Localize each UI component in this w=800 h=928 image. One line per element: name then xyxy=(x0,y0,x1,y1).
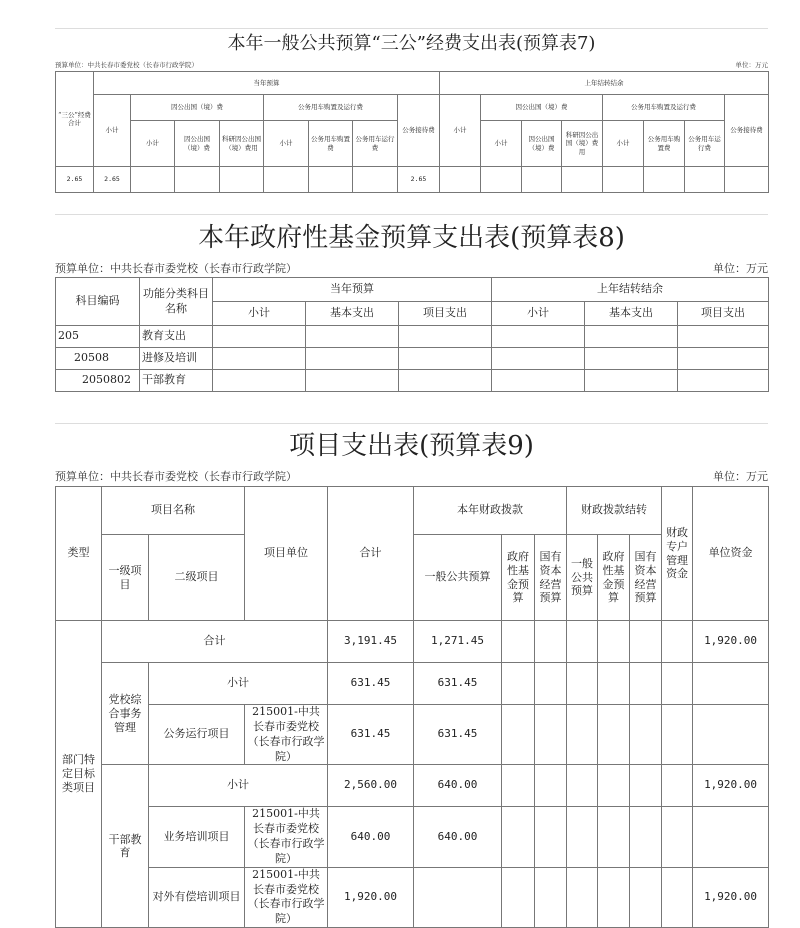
table-row xyxy=(56,807,769,867)
table9-grid xyxy=(55,486,769,928)
cell-reception: 2.65 xyxy=(398,167,440,193)
cell-grand-label: 合计 xyxy=(102,621,328,663)
header-carry-vehicle-subtotal: 小计 xyxy=(603,121,644,167)
header-level2: 二级项目 xyxy=(149,535,245,621)
header-carry-basic: 基本支出 xyxy=(585,302,678,326)
cell-name: 干部教育 xyxy=(140,370,213,392)
table7-currency-unit: 单位：万元 xyxy=(735,61,768,69)
cell-group1-item: 公务运行项目 xyxy=(149,705,245,765)
table9-currency-unit: 单位：万元 xyxy=(713,470,768,483)
cell-group2-item1-general: 640.00 xyxy=(414,807,502,867)
header-code: 科目编码 xyxy=(56,278,140,326)
table-row xyxy=(56,348,769,370)
government-fund-table xyxy=(55,214,768,392)
cell-group1-sub-total: 631.45 xyxy=(328,663,414,705)
header-special-account: 财政专户管理资金 xyxy=(662,487,693,621)
header-carry-abroad: 因公出国（境）费 xyxy=(481,95,603,121)
header-research-abroad: 科研因公出国（境）费用 xyxy=(220,121,264,167)
project-expense-table xyxy=(55,423,768,928)
header-total: 合计 xyxy=(328,487,414,621)
cell-group1-sub-label: 小计 xyxy=(149,663,328,705)
header-carry-abroad-fee: 因公出国（境）费 xyxy=(522,121,562,167)
header-fund-budget: 政府性基金预算 xyxy=(502,535,535,621)
header-fiscal: 本年财政拨款 xyxy=(414,487,567,535)
table-row xyxy=(56,621,769,663)
table8-currency-unit: 单位：万元 xyxy=(713,262,768,275)
header-total: “三公”经费合计 xyxy=(56,72,94,167)
table9-meta xyxy=(55,468,768,486)
table9-budget-unit: 预算单位：中共长春市委党校（长春市行政学院） xyxy=(55,470,297,483)
table8-budget-unit: 预算单位：中共长春市委党校（长春市行政学院） xyxy=(55,262,297,275)
header-vehicle: 公务用车购置及运行费 xyxy=(264,95,398,121)
cell-group2-sub-general: 640.00 xyxy=(414,765,502,807)
header-carry-subtotal: 小计 xyxy=(440,95,481,167)
cell-group2-sub-own: 1,920.00 xyxy=(693,765,769,807)
table8-title: 本年政府性基金预算支出表(预算表8) xyxy=(55,214,768,261)
header-current-budget: 当年预算 xyxy=(213,278,492,302)
header-project: 项目支出 xyxy=(399,302,492,326)
table7-title: 本年一般公共预算“三公”经费支出表(预算表7) xyxy=(55,28,768,59)
table8-grid xyxy=(55,277,769,392)
cell-code: 205 xyxy=(56,326,140,348)
header-carry-project: 项目支出 xyxy=(678,302,769,326)
cell-group2-item2: 对外有偿培训项目 xyxy=(149,867,245,927)
header-carry-general: 一般公共预算 xyxy=(567,535,598,621)
cell-group2-item2-unit: 215001-中共长春市委党校（长春市行政学院） xyxy=(245,867,328,927)
table8-meta xyxy=(55,261,768,277)
table-row xyxy=(56,167,769,193)
cell-group1-sub-general: 631.45 xyxy=(414,663,502,705)
header-current-budget: 当年预算 xyxy=(94,72,440,95)
table-row xyxy=(56,326,769,348)
header-project-unit: 项目单位 xyxy=(245,487,328,621)
header-carry-state: 国有资本经营预算 xyxy=(630,535,662,621)
header-carry-subtotal: 小计 xyxy=(492,302,585,326)
cell-group1-name: 党校综合事务管理 xyxy=(102,663,149,765)
table-row xyxy=(56,867,769,927)
header-vehicle-purchase: 公务用车购置费 xyxy=(309,121,353,167)
cell-group1-unit: 215001-中共长春市委党校（长春市行政学院） xyxy=(245,705,328,765)
header-abroad-subtotal: 小计 xyxy=(131,121,175,167)
cell-group1-item-general: 631.45 xyxy=(414,705,502,765)
cell-code: 2050802 xyxy=(56,370,140,392)
header-name: 功能分类科目名称 xyxy=(140,278,213,326)
header-type: 类型 xyxy=(56,487,102,621)
header-carry: 财政拨款结转 xyxy=(567,487,662,535)
table-row xyxy=(56,370,769,392)
three-public-expense-table xyxy=(55,28,768,193)
table9-title: 项目支出表(预算表9) xyxy=(55,423,768,468)
table7-budget-unit: 预算单位：中共长春市委党校（长春市行政学院） xyxy=(55,61,198,69)
cell-group2-item1-total: 640.00 xyxy=(328,807,414,867)
table7-grid xyxy=(55,71,769,193)
header-project-name: 项目名称 xyxy=(102,487,245,535)
table-row xyxy=(56,765,769,807)
cell-group2-item1-unit: 215001-中共长春市委党校（长春市行政学院） xyxy=(245,807,328,867)
header-level1: 一级项目 xyxy=(102,535,149,621)
cell-code: 20508 xyxy=(56,348,140,370)
cell-group2-item2-own: 1,920.00 xyxy=(693,867,769,927)
header-carry-reception: 公务接待费 xyxy=(725,95,769,167)
cell-group2-sub-total: 2,560.00 xyxy=(328,765,414,807)
header-carry-fund: 政府性基金预算 xyxy=(598,535,630,621)
header-carry-over: 上年结转结余 xyxy=(492,278,769,302)
header-general-budget: 一般公共预算 xyxy=(414,535,502,621)
header-carry-abroad-subtotal: 小计 xyxy=(481,121,522,167)
header-carry-vehicle-purchase: 公务用车购置费 xyxy=(644,121,685,167)
cell-name: 进修及培训 xyxy=(140,348,213,370)
table7-meta xyxy=(55,59,768,71)
header-abroad: 因公出国（境）费 xyxy=(131,95,264,121)
cell-group1-item-total: 631.45 xyxy=(328,705,414,765)
header-subtotal: 小计 xyxy=(213,302,306,326)
table-row xyxy=(56,705,769,765)
header-reception: 公务接待费 xyxy=(398,95,440,167)
cell-group2-name: 干部教育 xyxy=(102,765,149,928)
header-vehicle-subtotal: 小计 xyxy=(264,121,309,167)
header-basic: 基本支出 xyxy=(306,302,399,326)
cell-subtotal: 2.65 xyxy=(94,167,131,193)
cell-name: 教育支出 xyxy=(140,326,213,348)
cell-grand-own: 1,920.00 xyxy=(693,621,769,663)
header-state-capital: 国有资本经营预算 xyxy=(535,535,567,621)
header-abroad-fee: 因公出国（境）费 xyxy=(175,121,220,167)
header-subtotal: 小计 xyxy=(94,95,131,167)
header-carry-over: 上年结转结余 xyxy=(440,72,769,95)
header-own-funds: 单位资金 xyxy=(693,487,769,621)
cell-group2-item2-total: 1,920.00 xyxy=(328,867,414,927)
cell-category: 部门特定目标类项目 xyxy=(56,621,102,928)
table-row xyxy=(56,663,769,705)
cell-group2-sub-label: 小计 xyxy=(149,765,328,807)
cell-grand-total: 3,191.45 xyxy=(328,621,414,663)
cell-group2-item1: 业务培训项目 xyxy=(149,807,245,867)
header-carry-research-abroad: 科研因公出国（境）费用 xyxy=(562,121,603,167)
header-carry-vehicle-running: 公务用车运行费 xyxy=(685,121,725,167)
cell-grand-general: 1,271.45 xyxy=(414,621,502,663)
header-carry-vehicle: 公务用车购置及运行费 xyxy=(603,95,725,121)
cell-total: 2.65 xyxy=(56,167,94,193)
header-vehicle-running: 公务用车运行费 xyxy=(353,121,398,167)
